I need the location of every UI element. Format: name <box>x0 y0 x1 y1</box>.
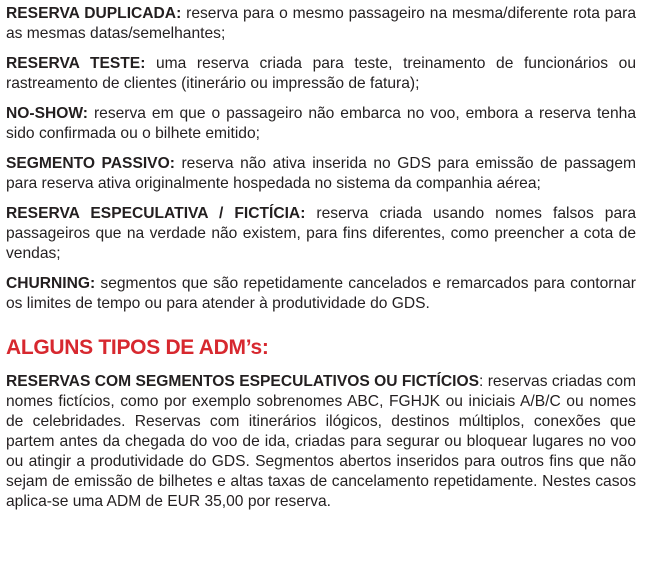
adm-type-speculative-segments <box>6 372 636 512</box>
document-page <box>6 4 636 522</box>
definition-text: uma reserva criada para teste, treinamento de funcionários ou rastreamento de clientes (itinerário ou impressão de fatura); <box>6 55 636 92</box>
definition-no-show <box>6 104 636 144</box>
definition-text: reserva criada usando nomes falsos para passageiros que na verdade não existem, para fins diferentes, como preencher a cota de vendas; <box>6 205 637 262</box>
definition-text: reserva para o mesmo passageiro na mesma/diferente rota para as mesmas datas/semelhantes; <box>6 5 636 42</box>
definition-term: CHURNING: <box>6 275 96 292</box>
adm-type-term: RESERVAS COM SEGMENTOS ESPECULATIVOS OU FICTÍCIOS <box>6 373 479 390</box>
section-heading: ALGUNS TIPOS DE ADM’s: <box>6 336 269 359</box>
definition-text: segmentos que são repetidamente cancelados e remarcados para contornar os limites de tempo ou para atender à produtividade do GDS. <box>6 275 636 312</box>
definition-text: reserva em que o passageiro não embarca no voo, embora a reserva tenha sido confirmada ou o bilhete emitido; <box>6 105 636 142</box>
definition-churning <box>6 274 636 314</box>
definition-duplicate-booking <box>6 4 636 44</box>
definition-term: SEGMENTO PASSIVO: <box>6 155 175 172</box>
definition-passive-segment <box>6 154 636 194</box>
definition-term: NO-SHOW: <box>6 105 89 122</box>
definition-text: reserva não ativa inserida no GDS para emissão de passagem para reserva ativa originalmente hospedada no sistema da companhia aérea; <box>6 155 636 192</box>
definition-speculative-booking <box>6 204 636 264</box>
definition-term: RESERVA TESTE: <box>6 55 146 72</box>
definition-term: RESERVA DUPLICADA: <box>6 5 182 22</box>
adm-type-text: : reservas criadas com nomes fictícios, como por exemplo sobrenomes ABC, FGHJK ou iniciais A/B/C ou nomes de celebridades. Reservas com itinerários ilógicos, destinos múltiplos, conexões que partem antes da chegada do voo de ida, criadas para segurar ou bloquear lugares no voo ou atingir a produtividade do GDS. Segmentos abertos inseridos para outros fins que não sejam de emissão de bilhetes e altas taxas de cancelamento repetidamente. Nestes casos aplica-se uma ADM de EUR 35,00 por reserva. <box>6 373 636 510</box>
definition-term: RESERVA ESPECULATIVA / FICTÍCIA: <box>6 205 306 222</box>
definition-test-booking <box>6 54 636 94</box>
